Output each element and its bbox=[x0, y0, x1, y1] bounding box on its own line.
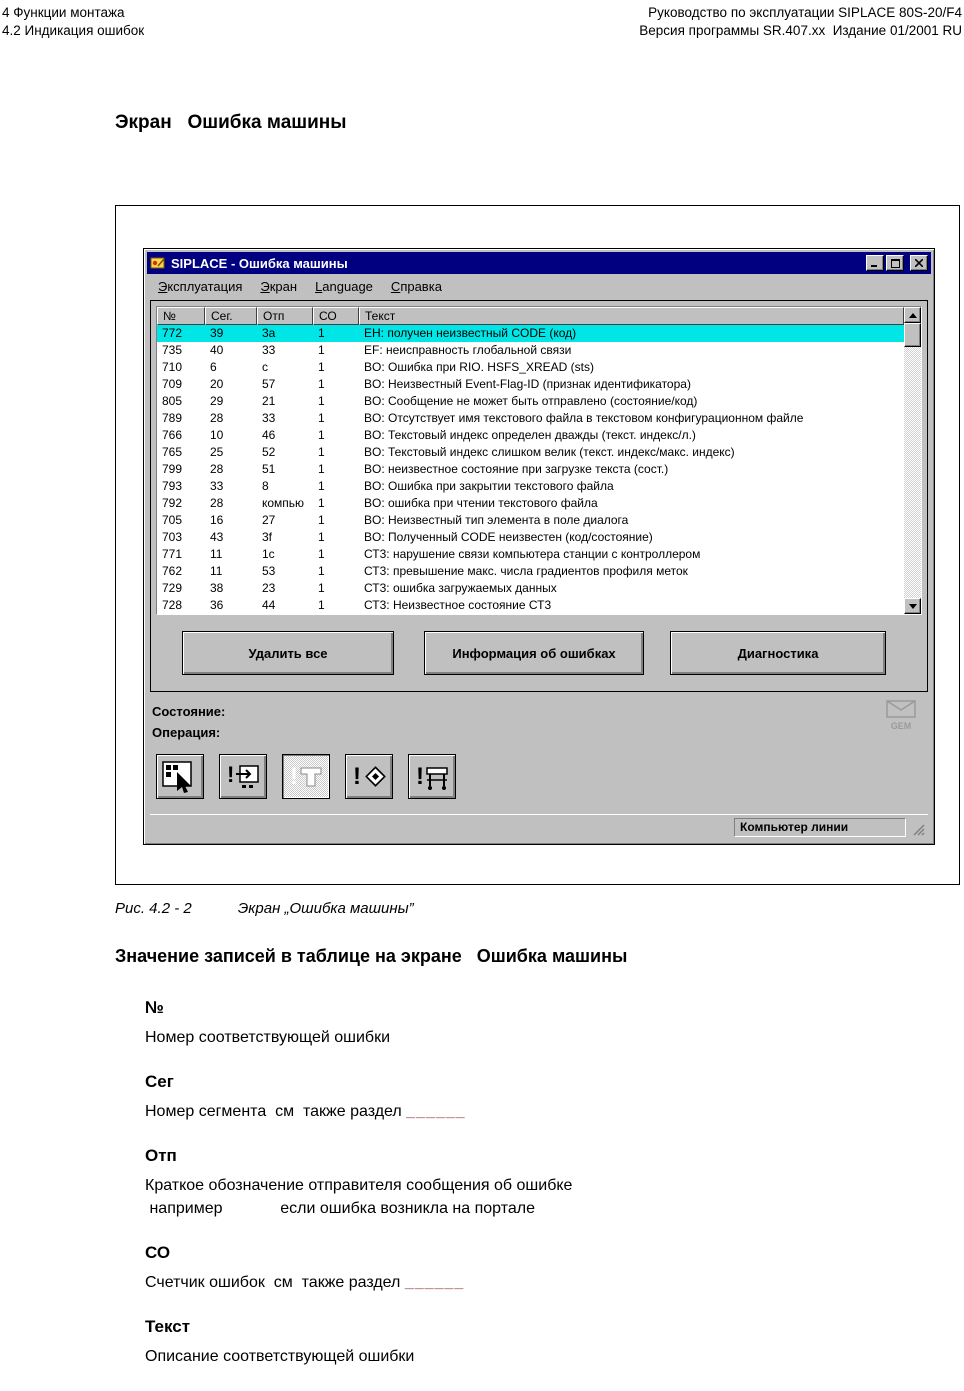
page-header bbox=[2, 4, 962, 39]
table-cell: 33 bbox=[262, 411, 276, 425]
maximize-button[interactable] bbox=[886, 255, 904, 271]
table-cell: 44 bbox=[262, 598, 276, 612]
table-cell: 11 bbox=[210, 547, 223, 561]
minimize-button[interactable] bbox=[866, 255, 884, 271]
table-cell: 1 bbox=[318, 326, 325, 340]
table-cell: BO: Ошибка при RIO. HSFS_XREAD (sts) bbox=[364, 360, 594, 374]
window-cursor-icon bbox=[161, 760, 199, 794]
table-cell: BO: Неизвестный Event-Flag-ID (признак идентификатора) bbox=[364, 377, 691, 391]
table-cell: c bbox=[262, 360, 268, 374]
table-cell: EH: получен неизвестный CODE (код) bbox=[364, 326, 577, 340]
window-client-area bbox=[147, 298, 931, 841]
arrow-up-icon bbox=[909, 313, 917, 318]
table-row[interactable] bbox=[157, 495, 904, 512]
table-cell: 709 bbox=[162, 377, 183, 391]
table-cell: 789 bbox=[162, 411, 183, 425]
feeder-error-button[interactable] bbox=[408, 754, 456, 799]
svg-text:!: ! bbox=[290, 762, 298, 790]
figure-caption-text: Экран „Ошибка машины” bbox=[237, 900, 414, 917]
close-icon bbox=[915, 259, 923, 267]
table-cell: 1 bbox=[318, 377, 325, 391]
table-cell: СТ3: нарушение связи компьютера станции с контроллером bbox=[364, 547, 701, 561]
error-transfer-button[interactable] bbox=[219, 754, 267, 799]
table-cell: компью bbox=[262, 496, 305, 510]
table-cell: BO: Неизвестный тип элемента в поле диалога bbox=[364, 513, 629, 527]
menu-operation[interactable]: Эксплуатация bbox=[158, 278, 243, 294]
table-cell: СТ3: ошибка загружаемых данных bbox=[364, 581, 557, 595]
table-cell: BO: Текстовый индекс слишком велик (текст. индекс/макс. индекс) bbox=[364, 445, 735, 459]
table-cell: 1 bbox=[318, 462, 325, 476]
table-cell: 805 bbox=[162, 394, 183, 408]
error-info-button[interactable]: Информация об ошибках bbox=[424, 631, 644, 675]
table-row[interactable] bbox=[157, 444, 904, 461]
table-cell: 28 bbox=[210, 496, 224, 510]
component-error-icon bbox=[350, 760, 388, 794]
scrollbar-thumb[interactable] bbox=[904, 323, 921, 347]
figure-caption-label: Рис. 4.2 - 2 bbox=[115, 900, 192, 917]
definition-term: СО bbox=[145, 1243, 171, 1262]
table-cell: 762 bbox=[162, 564, 183, 578]
header-version: Версия программы SR.407.xx Издание 01/2001 RU bbox=[639, 22, 962, 38]
table-cell: 53 bbox=[262, 564, 276, 578]
table-cell: 38 bbox=[210, 581, 224, 595]
svg-text:!: ! bbox=[227, 761, 235, 787]
definition-text-term bbox=[145, 1317, 865, 1366]
table-cell: 3a bbox=[262, 326, 276, 340]
line-computer-field: Компьютер линии bbox=[734, 818, 906, 837]
diagnostics-button[interactable]: Диагностика bbox=[670, 631, 886, 675]
gantry-error-button[interactable] bbox=[282, 754, 330, 799]
table-cell: 28 bbox=[210, 462, 224, 476]
table-cell: 6 bbox=[210, 360, 217, 374]
table-cell: 1 bbox=[318, 394, 325, 408]
table-cell: 772 bbox=[162, 326, 183, 340]
subsection-title: Значение записей в таблице на экране Ошибка машины bbox=[115, 946, 628, 966]
window-title: SIPLACE - Ошибка машины bbox=[171, 255, 348, 271]
definition-term: Текст bbox=[145, 1317, 191, 1336]
header-chapter: 4 Функции монтажа bbox=[2, 5, 125, 20]
page-title: Экран Ошибка машины bbox=[115, 112, 347, 133]
section-reference: ______ bbox=[404, 1274, 465, 1291]
definition-counter bbox=[145, 1243, 865, 1292]
table-cell: 57 bbox=[262, 377, 276, 391]
table-row[interactable] bbox=[157, 597, 904, 614]
table-cell: 36 bbox=[210, 598, 224, 612]
table-row[interactable] bbox=[157, 580, 904, 597]
table-cell: 43 bbox=[210, 530, 224, 544]
table-cell: 39 bbox=[210, 326, 224, 340]
table-cell: 703 bbox=[162, 530, 183, 544]
table-cell: BO: неизвестное состояние при загрузке текста (сост.) bbox=[364, 462, 669, 476]
definition-number bbox=[145, 998, 865, 1047]
definition-text: Номер соответствующей ошибки bbox=[145, 1029, 390, 1046]
definition-text: Описание соответствующей ошибки bbox=[145, 1348, 415, 1365]
table-cell: 793 bbox=[162, 479, 183, 493]
minimize-icon bbox=[871, 259, 879, 267]
delete-all-button[interactable]: Удалить все bbox=[182, 631, 394, 675]
definition-segment bbox=[145, 1072, 865, 1121]
table-cell: 51 bbox=[262, 462, 276, 476]
vertical-scrollbar[interactable] bbox=[904, 307, 921, 614]
table-cell: EF: неисправность глобальной связи bbox=[364, 343, 572, 357]
menu-screen[interactable]: Экран bbox=[260, 278, 298, 294]
table-cell: BO: ошибка при чтении текстового файла bbox=[364, 496, 598, 510]
header-manual-title: Руководство по эксплуатации SIPLACE 80S-20/F4 bbox=[648, 5, 962, 20]
table-cell: 735 bbox=[162, 343, 183, 357]
gem-indicator bbox=[884, 700, 918, 731]
table-row[interactable] bbox=[157, 410, 904, 427]
table-cell: 792 bbox=[162, 496, 183, 510]
menu-bar bbox=[147, 274, 931, 298]
table-cell: СТ3: превышение макс. числа градиентов профиля меток bbox=[364, 564, 688, 578]
table-cell: 52 bbox=[262, 445, 276, 459]
table-row[interactable] bbox=[157, 393, 904, 410]
arrow-down-icon bbox=[909, 604, 917, 609]
table-cell: 1 bbox=[318, 530, 325, 544]
error-table-body bbox=[157, 325, 904, 614]
table-cell: 33 bbox=[262, 343, 276, 357]
table-row[interactable] bbox=[157, 529, 904, 546]
table-cell: BO: Текстовый индекс определен дважды (текст. индекс/л.) bbox=[364, 428, 696, 442]
table-cell: BO: Отсутствует имя текстового файла в текстовом конфигурационном файле bbox=[364, 411, 804, 425]
definition-term: № bbox=[145, 998, 164, 1017]
table-cell: 1 bbox=[318, 513, 325, 527]
table-cell: 20 bbox=[210, 377, 224, 391]
table-cell: 46 bbox=[262, 428, 276, 442]
column-header-number[interactable]: № bbox=[157, 307, 205, 325]
table-cell: 8 bbox=[262, 479, 269, 493]
table-cell: 728 bbox=[162, 598, 183, 612]
scrollbar-track[interactable] bbox=[904, 347, 921, 598]
column-header-counter[interactable]: СО bbox=[313, 307, 359, 325]
table-cell: 27 bbox=[262, 513, 276, 527]
siplace-window bbox=[143, 248, 935, 845]
definitions-list bbox=[145, 998, 865, 1391]
siplace-app-icon bbox=[150, 255, 166, 271]
table-row[interactable] bbox=[157, 478, 904, 495]
table-cell: 40 bbox=[210, 343, 224, 357]
table-cell: 1c bbox=[262, 547, 275, 561]
table-cell: 771 bbox=[162, 547, 183, 561]
table-cell: 25 bbox=[210, 445, 224, 459]
table-row[interactable] bbox=[157, 427, 904, 444]
table-cell: 1 bbox=[318, 411, 325, 425]
table-cell: 21 bbox=[262, 394, 276, 408]
menu-language[interactable]: Language bbox=[315, 278, 373, 294]
table-cell: 766 bbox=[162, 428, 183, 442]
gantry-error-icon bbox=[287, 760, 325, 794]
table-cell: BO: Полученный CODE неизвестен (код/состояние) bbox=[364, 530, 653, 544]
table-row[interactable] bbox=[157, 512, 904, 529]
table-cell: 1 bbox=[318, 547, 325, 561]
section-reference: ______ bbox=[406, 1103, 466, 1120]
status-section bbox=[150, 702, 928, 748]
table-cell: 16 bbox=[210, 513, 224, 527]
operation-label: Операция: bbox=[152, 725, 221, 740]
column-header-text[interactable]: Текст bbox=[359, 307, 904, 325]
table-cell: 11 bbox=[210, 564, 223, 578]
state-label: Состояние: bbox=[152, 704, 226, 719]
table-cell: 33 bbox=[210, 479, 224, 493]
table-cell: 1 bbox=[318, 479, 325, 493]
error-inbox-icon bbox=[224, 760, 262, 794]
definition-text: Счетчик ошибок см также раздел ______ bbox=[145, 1274, 465, 1291]
toolbar bbox=[150, 754, 928, 799]
table-cell: 28 bbox=[210, 411, 224, 425]
definition-text: Номер сегмента см также раздел ______ bbox=[145, 1103, 466, 1120]
table-cell: 10 bbox=[210, 428, 224, 442]
table-cell: BO: Ошибка при закрытии текстового файла bbox=[364, 479, 614, 493]
definition-term: Отп bbox=[145, 1146, 177, 1165]
table-cell: 3f bbox=[262, 530, 273, 544]
window-titlebar[interactable] bbox=[147, 252, 931, 274]
resize-grip[interactable] bbox=[912, 823, 925, 836]
table-cell: 23 bbox=[262, 581, 276, 595]
definition-text: Краткое обозначение отправителя сообщения об ошибке bbox=[145, 1177, 573, 1194]
table-row[interactable] bbox=[157, 376, 904, 393]
table-cell: СТ3: Неизвестное состояние СТ3 bbox=[364, 598, 552, 612]
station-overview-button[interactable] bbox=[156, 754, 204, 799]
table-cell: 1 bbox=[318, 564, 325, 578]
figure-caption bbox=[115, 900, 414, 917]
error-table bbox=[156, 306, 922, 615]
feeder-error-icon bbox=[413, 760, 451, 794]
menu-help[interactable]: Справка bbox=[390, 278, 442, 294]
table-cell: 1 bbox=[318, 428, 325, 442]
component-error-button[interactable] bbox=[345, 754, 393, 799]
table-cell: 765 bbox=[162, 445, 183, 459]
svg-text:!: ! bbox=[416, 762, 424, 790]
column-header-sender[interactable]: Отп bbox=[257, 307, 313, 325]
definition-text-2: например если ошибка возникла на портале bbox=[145, 1200, 535, 1217]
table-cell: 710 bbox=[162, 360, 183, 374]
table-row[interactable] bbox=[157, 325, 904, 342]
definition-sender bbox=[145, 1146, 865, 1218]
table-row[interactable] bbox=[157, 563, 904, 580]
table-row[interactable] bbox=[157, 342, 904, 359]
table-cell: 1 bbox=[318, 360, 325, 374]
table-cell: 1 bbox=[318, 343, 325, 357]
table-cell: BO: Сообщение не может быть отправлено (состояние/код) bbox=[364, 394, 698, 408]
table-row[interactable] bbox=[157, 359, 904, 376]
scroll-down-button[interactable] bbox=[904, 598, 921, 614]
header-section: 4.2 Индикация ошибок bbox=[2, 22, 145, 38]
table-cell: 799 bbox=[162, 462, 183, 476]
definition-term: Сег bbox=[145, 1072, 174, 1091]
status-bar bbox=[150, 814, 928, 838]
close-button[interactable] bbox=[910, 255, 928, 271]
column-header-segment[interactable]: Сег. bbox=[205, 307, 257, 325]
table-cell: 705 bbox=[162, 513, 183, 527]
table-cell: 29 bbox=[210, 394, 224, 408]
table-row[interactable] bbox=[157, 546, 904, 563]
table-header-row bbox=[157, 307, 904, 325]
error-panel bbox=[150, 300, 928, 692]
maximize-icon bbox=[891, 259, 900, 268]
table-cell: 729 bbox=[162, 581, 183, 595]
svg-text:!: ! bbox=[353, 762, 361, 790]
table-cell: 1 bbox=[318, 598, 325, 612]
table-row[interactable] bbox=[157, 461, 904, 478]
figure-frame bbox=[115, 205, 960, 885]
action-button-row bbox=[156, 631, 922, 675]
table-cell: 1 bbox=[318, 496, 325, 510]
envelope-icon bbox=[886, 700, 916, 718]
table-cell: 1 bbox=[318, 445, 325, 459]
table-cell: 1 bbox=[318, 581, 325, 595]
scroll-up-button[interactable] bbox=[904, 307, 921, 323]
gem-label: GEM bbox=[890, 721, 912, 731]
